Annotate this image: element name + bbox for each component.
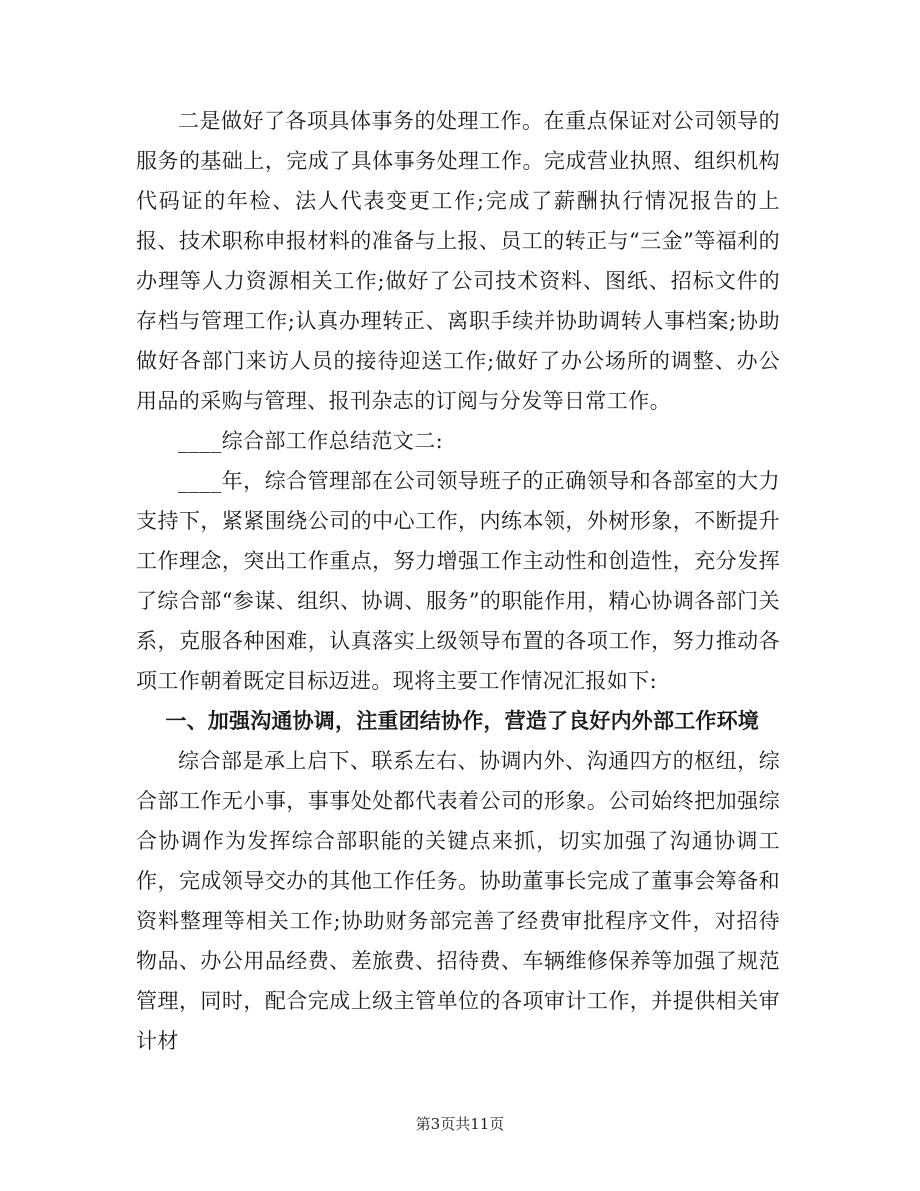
- page-number-footer: 第3页共11页: [415, 1115, 505, 1133]
- paragraph-coordination-details: 综合部是承上启下、联系左右、协调内外、沟通四方的枢纽，综合部工作无小事，事事处处都代表着公司的形象。公司始终把加强综合协调作为发挥综合部职能的关键点来抓，切实加强了沟通协调工作，完成领导交办的其他工作任务。协助董事长完成了董事会筹备和资料整理等相关工作;协助财务部完善了经费审批程序文件，对招待物品、办公用品经费、差旅费、招待费、车辆维修保养等加强了规范管理，同时，配合完成上级主管单位的各项审计工作，并提供相关审计材: [136, 749, 780, 1053]
- paragraph-annual-intro: ____年，综合管理部在公司领导班子的正确领导和各部室的大力支持下，紧紧围绕公司的中心工作，内练本领，外树形象，不断提升工作理念，突出工作重点，努力增强工作主动性和创造性，充分发挥了综合部“参谋、组织、协调、服务”的职能作用，精心协调各部门关系，克服各种困难，认真落实上级领导布置的各项工作，努力推动各项工作朝着既定目标迈进。现将主要工作情况汇报如下:: [136, 469, 780, 693]
- paragraph-sample-two-title: ____综合部工作总结范文二:: [178, 429, 444, 453]
- paragraph-specific-affairs: 二是做好了各项具体事务的处理工作。在重点保证对公司领导的服务的基础上，完成了具体事务处理工作。完成营业执照、组织机构代码证的年检、法人代表变更工作;完成了薪酬执行情况报告的上报、技术职称申报材料的准备与上报、员工的转正与“三金”等福利的办理等人力资源相关工作;做好了公司技术资料、图纸、招标文件的存档与管理工作;认真办理转正、离职手续并协助调转人事档案;协助做好各部门来访人员的接待迎送工作;做好了办公场所的调整、办公用品的采购与管理、报刊杂志的订阅与分发等日常工作。: [136, 109, 780, 413]
- document-body: [136, 101, 780, 1061]
- section-heading-communication: 一、加强沟通协调，注重团结协作，营造了良好内外部工作环境: [165, 708, 759, 733]
